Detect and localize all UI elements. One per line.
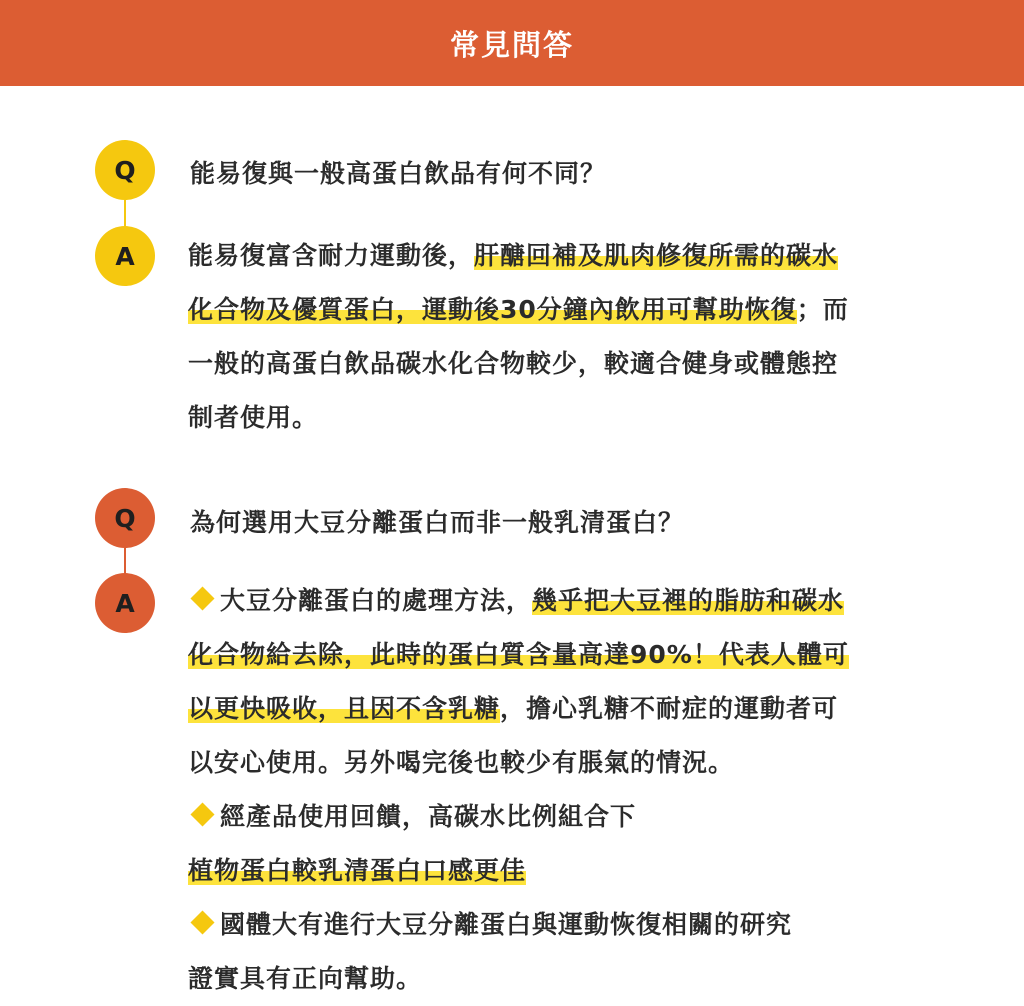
answer-badge-2: A — [95, 573, 155, 633]
answer-text: ，擔心乳糖不耐症的運動者可 — [500, 694, 839, 723]
answer-badge-1: A — [95, 226, 155, 286]
answer-text: ；而 — [796, 295, 849, 324]
answer-text: 經產品使用回饋，高碳水比例組合下 — [220, 802, 637, 831]
answer-1-line-3: 一般的高蛋白飲品碳水化合物較少，較適合健身或體態控 — [188, 349, 839, 378]
answer-2-line-3 — [188, 682, 928, 736]
highlighted-text: 以更快吸收，且因不含乳糖 — [188, 694, 501, 723]
answer-2-line-5 — [188, 790, 928, 844]
highlighted-text: 化合物給去除，此時的蛋白質含量高達90%！代表人體可 — [188, 640, 849, 669]
question-badge-2: Q — [95, 488, 155, 548]
answer-text: 國體大有進行大豆分離蛋白與運動恢復相關的研究 — [220, 910, 793, 939]
answer-text: 能易復富含耐力運動後， — [188, 241, 475, 270]
highlighted-text: 肝醣回補及肌肉修復所需的碳水 — [474, 241, 839, 270]
diamond-bullet-icon — [190, 586, 214, 610]
answer-2-line-1 — [188, 574, 928, 628]
highlighted-text: 化合物及優質蛋白，運動後30分鐘內飲用可幫助恢復 — [188, 295, 797, 324]
answer-text: 大豆分離蛋白的處理方法， — [220, 586, 533, 615]
highlighted-text: 幾乎把大豆裡的脂肪和碳水 — [532, 586, 845, 615]
answer-1-line-1 — [188, 229, 928, 283]
diamond-bullet-icon — [190, 910, 214, 934]
answer-1-line-4: 制者使用。 — [188, 403, 319, 432]
diamond-bullet-icon — [190, 802, 214, 826]
answer-2-line-8: 證實具有正向幫助。 — [188, 964, 423, 993]
answer-2-line-7 — [188, 898, 928, 952]
question-badge-1: Q — [95, 140, 155, 200]
answer-2-line-4: 以安心使用。另外喝完後也較少有脹氣的情況。 — [188, 748, 735, 777]
answer-2-line-6 — [188, 844, 928, 898]
answer-1 — [188, 229, 928, 445]
page-title: 常見問答 — [449, 27, 574, 62]
answer-2-line-2 — [188, 628, 928, 682]
answer-1-line-2 — [188, 283, 928, 337]
answer-2 — [188, 574, 928, 1006]
page-header — [0, 0, 1024, 86]
question-2: 為何選用大豆分離蛋白而非一般乳清蛋白？ — [190, 508, 685, 537]
question-1: 能易復與一般高蛋白飲品有何不同？ — [190, 159, 607, 188]
highlighted-text: 植物蛋白較乳清蛋白口感更佳 — [188, 856, 527, 885]
